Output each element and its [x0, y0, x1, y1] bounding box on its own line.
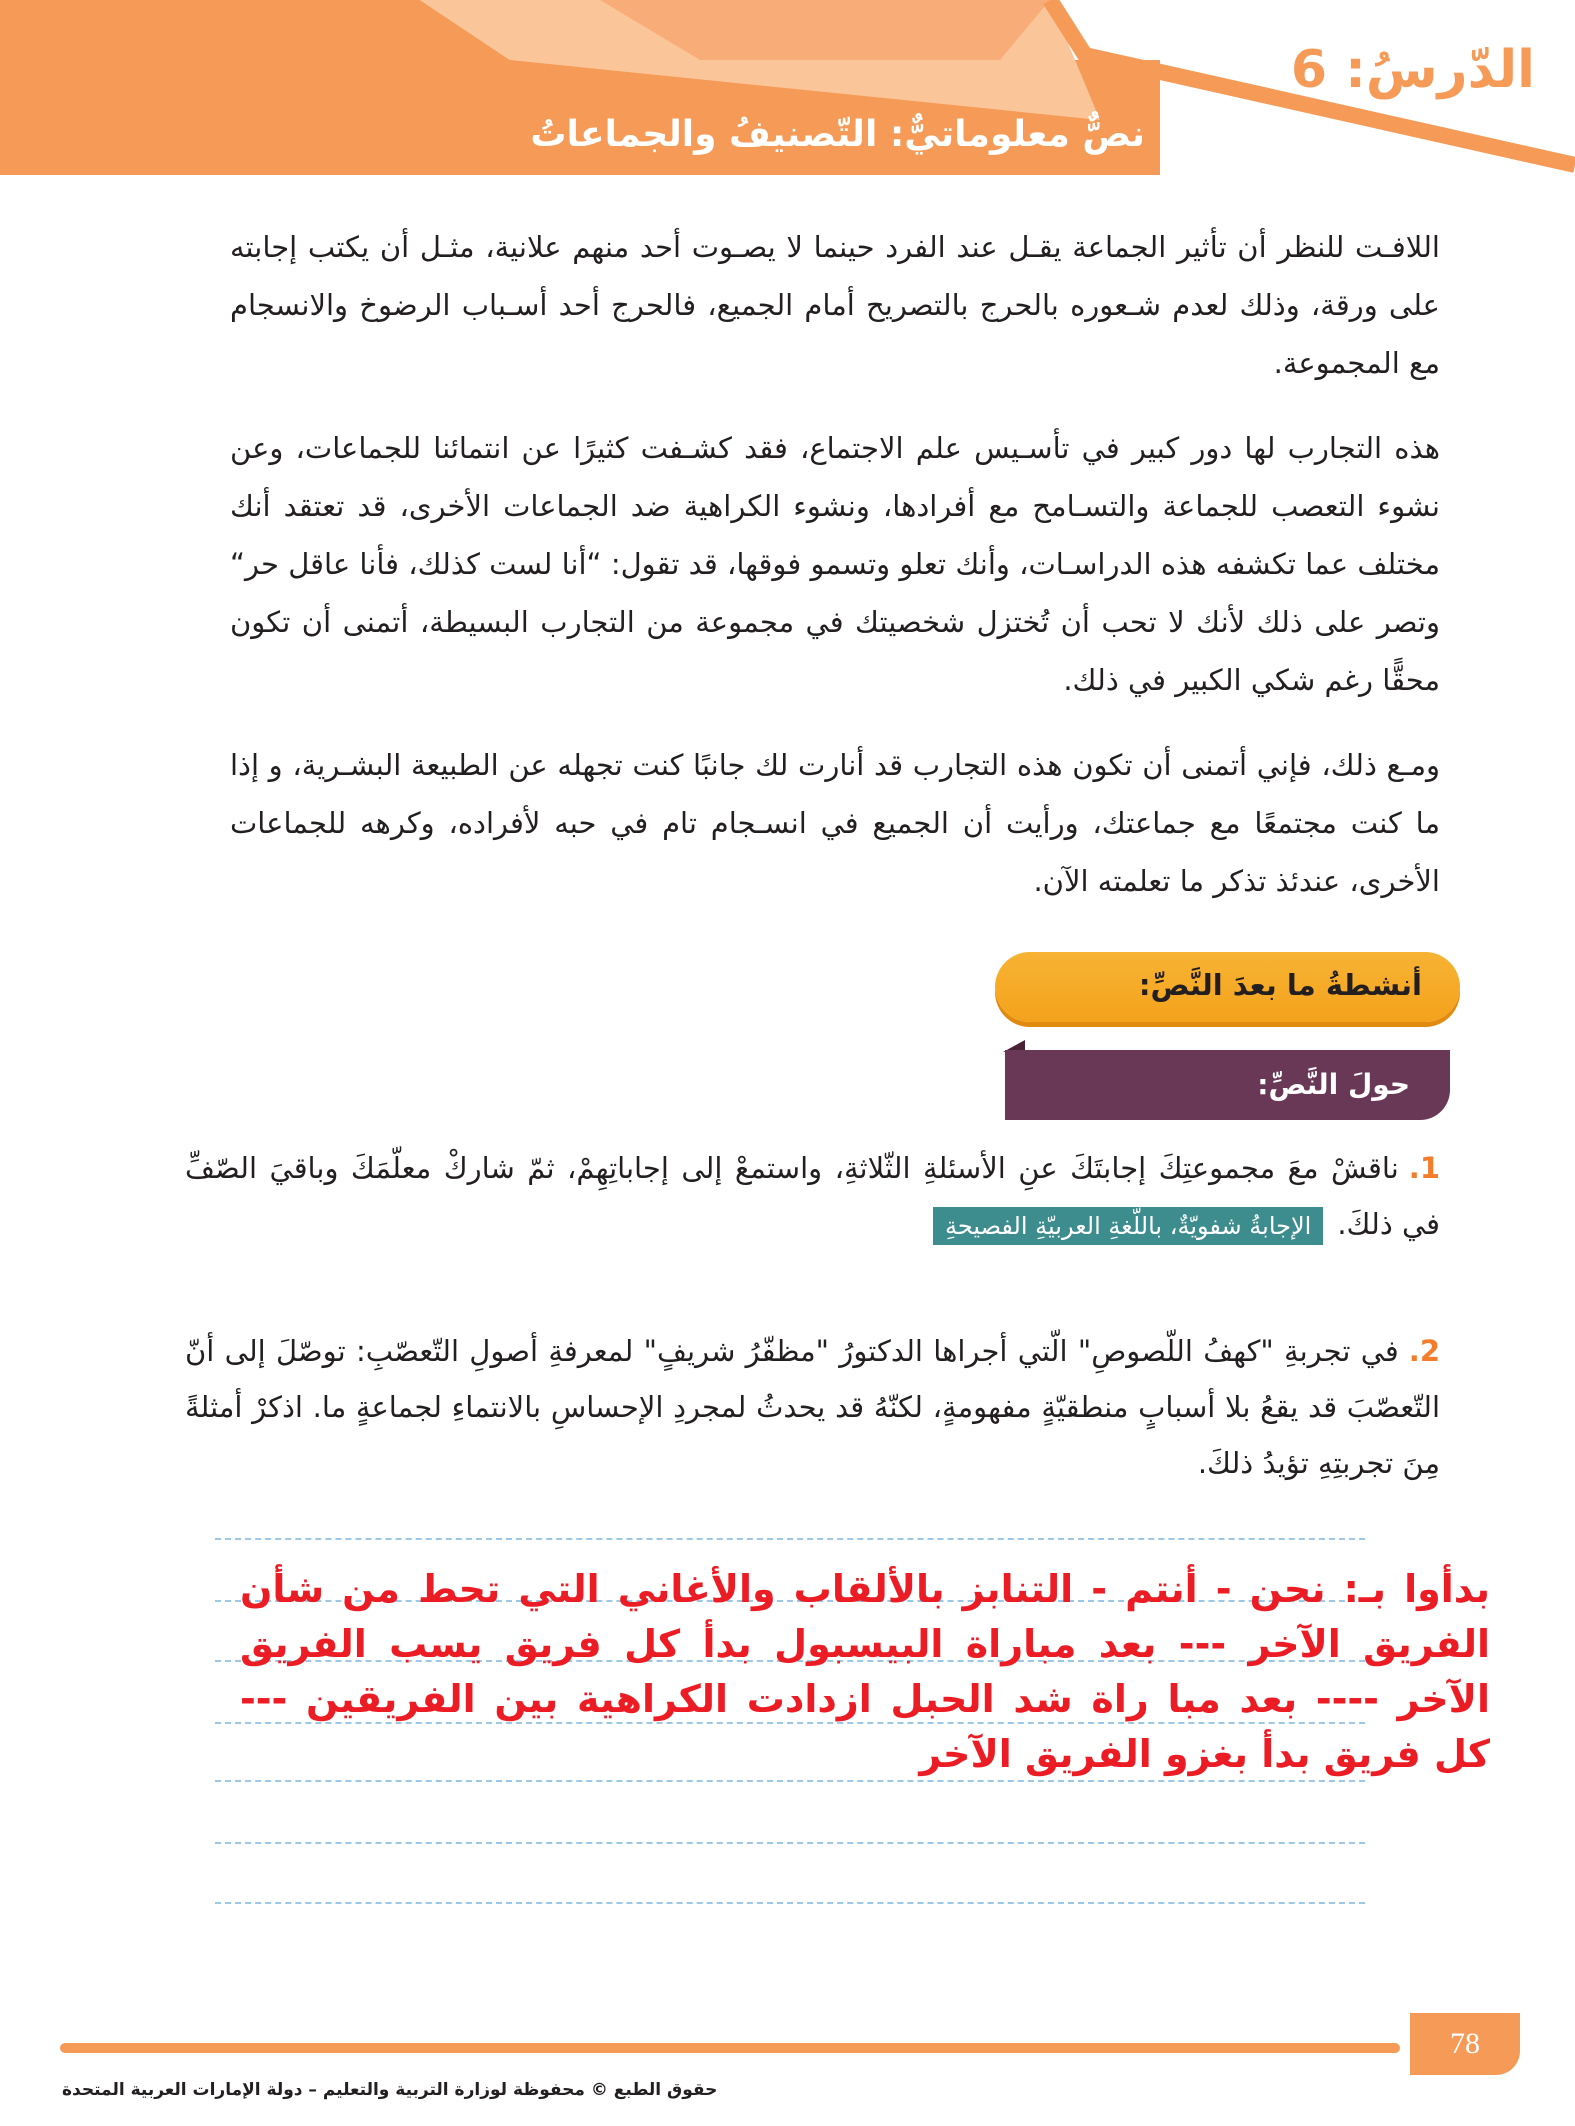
answer-line-1: [215, 1538, 1365, 1540]
copyright-notice: حقوق الطبع © محفوظة لوزارة التربية والتعليم – دولة الإمارات العربية المتحدة: [62, 2080, 718, 2100]
about-text-tab: [1005, 1050, 1450, 1120]
paragraph-3: ومـع ذلك، فإني أتمنى أن تكون هذه التجارب قد أنارت لك جانبًا كنت تجهله عن الطبيعة البشـرية، و إذا ما كنت مجتمعًا مع جماعتك، ورأيت أن الجميع في انسـجام تام في حبه لأفراده، وكرهه للجماعات الأخرى، عندئذ تذكر ما تعلمته الآن.: [230, 748, 1440, 898]
lesson-subtitle: نصٌّ معلوماتيٌّ: التّصنيفُ والجماعاتُ: [530, 114, 1145, 155]
paragraph-2: هذه التجارب لها دور كبير في تأسـيس علم الاجتماع، فقد كشـفت كثيرًا عن انتمائنا للجماعات، وعن نشوء التعصب للجماعة والتسـامح مع أفرادها، ونشوء الكراهية ضد الجماعات الأخرى، قد تعتقد أنك مختلف عما تكشفه هذه الدراسـات، وأنك تعلو وتسمو فوقها، قد تقول: “أنا لست كذلك، فأنا عاقل حر“ وتصر على ذلك لأنك لا تحب أن تُختزل شخصيتك في مجموعة من التجارب البسيطة، أتمنى أن تكون محقًّا رغم شكي الكبير في ذلك.: [230, 431, 1440, 697]
answer-line-6: [215, 1842, 1365, 1844]
question-2: [185, 1323, 1440, 1491]
activities-header-label: أنشطةُ ما بعدَ النَّصِّ:: [1138, 968, 1422, 1002]
question-1: [185, 1140, 1440, 1252]
footer-bar: [60, 2043, 1400, 2053]
student-answer-text[interactable]: بدأوا بـ: نحن - أنتم - التنابز بالألقاب والأغاني التي تحط من شأن الفريق الآخر --- بعد مباراة البيسبول بدأ كل فريق يسب الفريق الآخر ---- بعد مبا راة شد الحبل ازدادت الكراهية بين الفريقين --- كل فريق بدأ بغزو الفريق الآخر: [240, 1567, 1490, 1776]
page-number-box: [1410, 2013, 1520, 2075]
about-text-tab-label: حولَ النَّصِّ:: [1257, 1068, 1410, 1101]
question-2-number: 2.: [1408, 1334, 1440, 1368]
page-number: 78: [1450, 2027, 1480, 2060]
question-1-text: ناقشْ معَ مجموعتِكَ إجابتَكَ عنِ الأسئلةِ الثّلاثةِ، واستمعْ إلى إجاباتِهِمْ، ثمّ شاركْ معلّمَكَ وباقيَ الصّفِّ في ذلكَ.: [185, 1151, 1440, 1241]
lesson-title: الدّرسُ: 6: [1290, 40, 1535, 100]
paragraph-1: اللافـت للنظر أن تأثير الجماعة يقـل عند الفرد حينما لا يصـوت أحد منهم علانية، مثـل أن يكتب إجابته على ورقة، وذلك لعدم شـعوره بالحرج بالتصريح أمام الجميع، فالحرج أحد أسـباب الرضوخ والانسجام مع المجموعة.: [230, 230, 1440, 380]
question-1-number: 1.: [1408, 1151, 1440, 1185]
question-2-text: في تجربةِ "كهفُ اللّصوصِ" الّتي أجراها الدكتورُ "مظفّرُ شريفٍ" لمعرفةِ أصولِ التّعصّبِ: توصّلَ إلى أنّ التّعصّبَ قد يقعُ بلا أسبابٍ منطقيّةٍ مفهومةٍ، لكنّهُ قد يحدثُ لمجردِ الإحساسِ بالانتماءِ لجماعةٍ ما. اذكرْ أمثلةً مِنَ تجربتِهِ تؤيدُ ذلكَ.: [185, 1334, 1440, 1480]
answer-line-7: [215, 1902, 1365, 1904]
activities-header-pill: [995, 952, 1460, 1022]
oral-answer-hint-badge: الإجابةُ شفويّةٌ، باللّغةِ العربيّةِ الفصيحةِ: [933, 1207, 1323, 1245]
